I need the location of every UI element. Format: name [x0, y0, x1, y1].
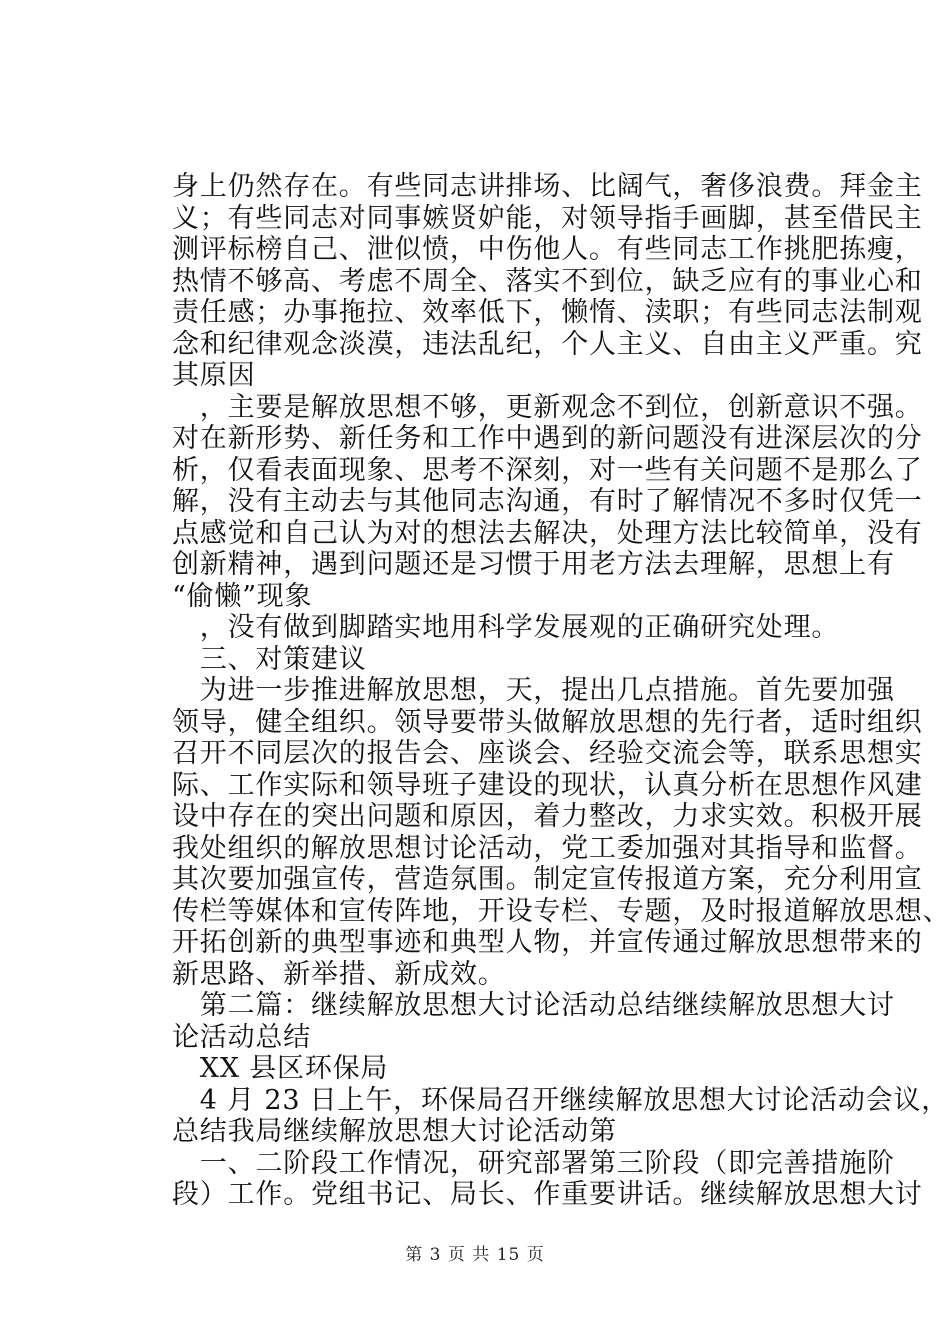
text-line: 开拓创新的典型事迹和典型人物，并宣传通过解放思想带来的	[172, 927, 923, 958]
text-line: 义；有些同志对同事嫉贤妒能，对领导指手画脚，甚至借民主	[172, 202, 923, 234]
text-line: 总结我局继续解放思想大讨论活动第	[172, 1116, 617, 1147]
text-line: 身上仍然存在。有些同志讲排场、比阔气，奢侈浪费。拜金主	[172, 171, 923, 202]
text-line: 责任感；办事拖拉、效率低下，懒惰、渎职；有些同志法制观	[172, 297, 923, 328]
text-line: 解，没有主动去与其他同志沟通，有时了解情况不多时仅凭一	[172, 486, 923, 517]
text-line: 新思路、新举措、新成效。	[172, 958, 506, 990]
text-line: 领导，健全组织。领导要带头做解放思想的先行者，适时组织	[172, 706, 923, 738]
text-line: 热情不够高、考虑不周全、落实不到位，缺乏应有的事业心和	[172, 265, 923, 297]
text-line: 际、工作实际和领导班子建设的现状，认真分析在思想作风建	[172, 769, 923, 801]
text-line: 传栏等媒体和宣传阵地，开设专栏、专题，及时报道解放思想、	[172, 895, 950, 927]
text-line: 论活动总结	[172, 1021, 311, 1053]
text-line: ，没有做到脚踏实地用科学发展观的正确研究处理。	[172, 612, 840, 643]
text-line: 段）工作。党组书记、局长、作重要讲话。继续解放思想大讨	[172, 1179, 923, 1210]
text-line: “偷懒”现象	[172, 580, 313, 612]
text-line: 设中存在的突出问题和原因，着力整改，力求实效。积极开展	[172, 801, 923, 832]
text-line: 测评标榜自己、泄似愤，中伤他人。有些同志工作挑肥拣瘦，	[172, 234, 923, 265]
text-line: 第二篇：继续解放思想大讨论活动总结继续解放思想大讨	[172, 990, 895, 1021]
text-line: XX 县区环保局	[172, 1053, 389, 1084]
text-line: 4 月 23 日上午，环保局召开继续解放思想大讨论活动会议，	[172, 1084, 950, 1116]
text-line: 一、二阶段工作情况，研究部署第三阶段（即完善措施阶	[172, 1147, 895, 1179]
text-line: 析，仅看表面现象、思考不深刻，对一些有关问题不是那么了	[172, 454, 923, 486]
text-line: 三、对策建议	[172, 643, 367, 675]
text-line: 我处组织的解放思想讨论活动，党工委加强对其指导和监督。	[172, 832, 923, 864]
text-line: 其次要加强宣传，营造氛围。制定宣传报道方案，充分利用宣	[172, 864, 923, 895]
text-line: 创新精神，遇到问题还是习惯于用老方法去理解，思想上有	[172, 549, 895, 580]
page-footer: 第 3 页 共 15 页	[405, 1245, 545, 1265]
text-line: 为进一步推进解放思想，天，提出几点措施。首先要加强	[172, 675, 895, 706]
text-line: 其原因	[172, 360, 256, 391]
text-line: ，主要是解放思想不够，更新观念不到位，创新意识不强。	[172, 391, 923, 423]
text-line: 点感觉和自己认为对的想法去解决，处理方法比较简单，没有	[172, 517, 923, 549]
text-line: 召开不同层次的报告会、座谈会、经验交流会等，联系思想实	[172, 738, 923, 769]
text-line: 对在新形势、新任务和工作中遇到的新问题没有进深层次的分	[172, 423, 923, 454]
text-line: 念和纪律观念淡漠，违法乱纪，个人主义、自由主义严重。究	[172, 328, 923, 360]
